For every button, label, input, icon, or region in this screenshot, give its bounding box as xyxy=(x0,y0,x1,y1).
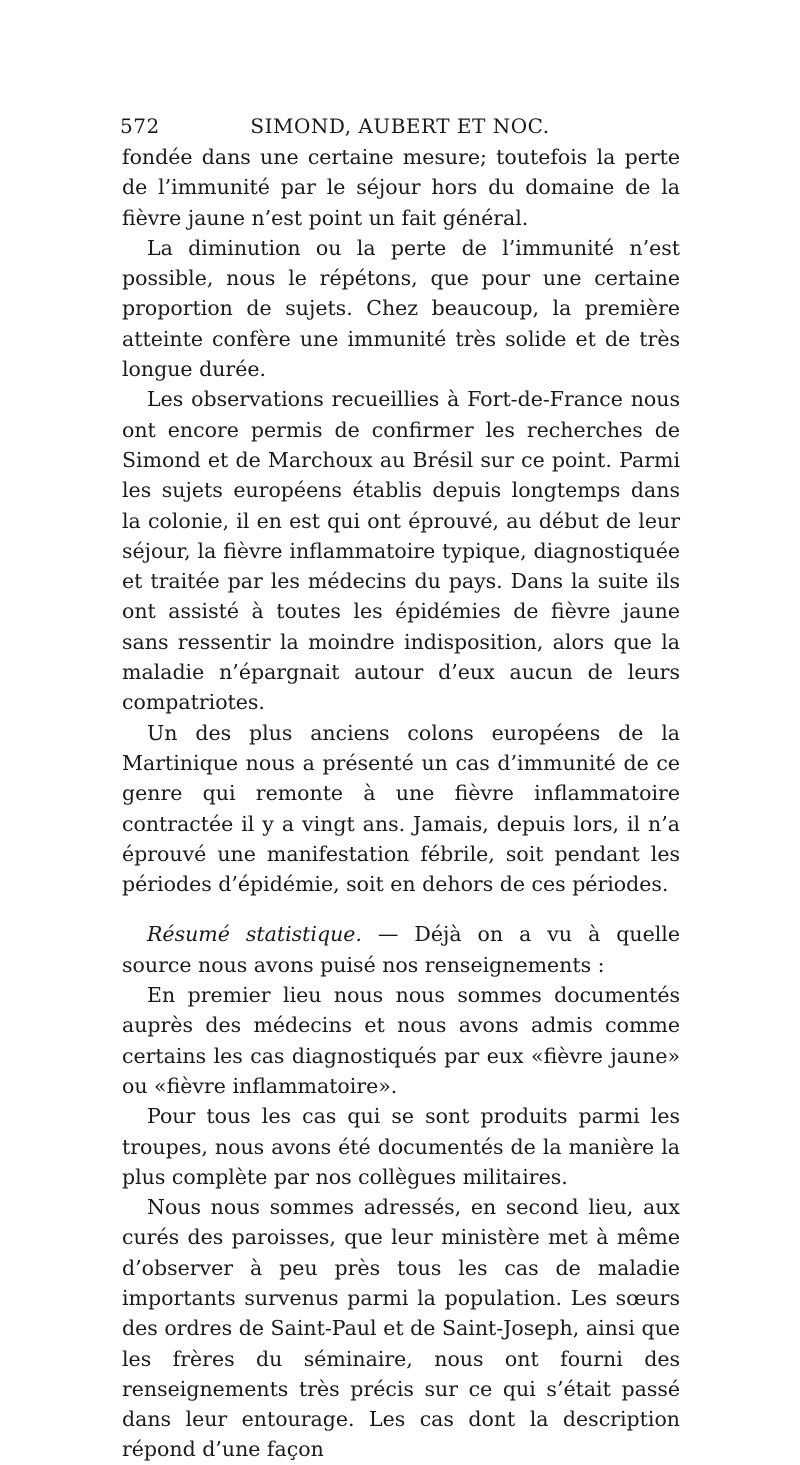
section-heading: Résumé statistique. xyxy=(147,922,362,947)
paragraph: Pour tous les cas qui se sont produits parmi les troupes, nous avons été documentés de la manière la plus complète par nos collègues militaires. xyxy=(122,1104,680,1189)
paragraph: Nous nous sommes adressés, en second lieu, aux curés des paroisses, que leur ministère met à même d’observer à peu près tous les cas de maladie importants survenus parmi la population. Les sœurs des ordres de Saint-Paul et de Saint-Joseph, ainsi que les frères du séminaire, nous ont fourni des renseignements très précis sur ce qui s’était passé dans leur entourage. Les cas dont la description répond d’une façon xyxy=(122,1195,680,1462)
section-text: — Déjà on a vu à quelle source nous avons puisé nos renseignements : xyxy=(122,922,680,977)
paragraph: La diminution ou la perte de l’immunité n’est possible, nous le répétons, que pour une certaine proportion de sujets. Chez beaucoup, la première atteinte confère une immunité très solide et de très longue durée. xyxy=(122,235,680,382)
paragraph: Un des plus anciens colons européens de la Martinique nous a présenté un cas d’immunité de ce genre qui remonte à une fièvre inflammatoire contractée il y a vingt ans. Jamais, depuis lors, il n’a éprouvé une manifestation fébrile, soit pendant les périodes d’épidémie, soit en dehors de ces périodes. xyxy=(122,720,680,897)
running-title: SIMOND, AUBERT ET NOC. xyxy=(250,114,550,138)
section-paragraph xyxy=(122,919,680,980)
paragraph: fondée dans une certaine mesure; toutefois la perte de l’immunité par le séjour hors du domaine de la fièvre jaune n’est point un fait général. xyxy=(122,145,680,230)
paragraph: Les observations recueillies à Fort-de-France nous ont encore permis de confirmer les recherches de Simond et de Marchoux au Brésil sur ce point. Parmi les sujets européens établis depuis longtemps dans la colonie, il en est qui ont éprouvé, au début de leur séjour, la fièvre inflammatoire typique, diagnostiquée et traitée par les médecins du pays. Dans la suite ils ont assisté à toutes les épidémies de fièvre jaune sans ressentir la moindre indisposition, alors que la maladie n’épargnait autour d’eux aucun de leurs compatriotes. xyxy=(122,387,680,715)
running-header xyxy=(120,114,680,144)
paragraph: En premier lieu nous nous sommes documentés auprès des médecins et nous avons admis comme certains les cas diagnostiqués par eux «fièvre jaune» ou «fièvre inflammatoire». xyxy=(122,983,680,1098)
body-text xyxy=(122,142,680,1465)
page-number: 572 xyxy=(120,114,160,138)
